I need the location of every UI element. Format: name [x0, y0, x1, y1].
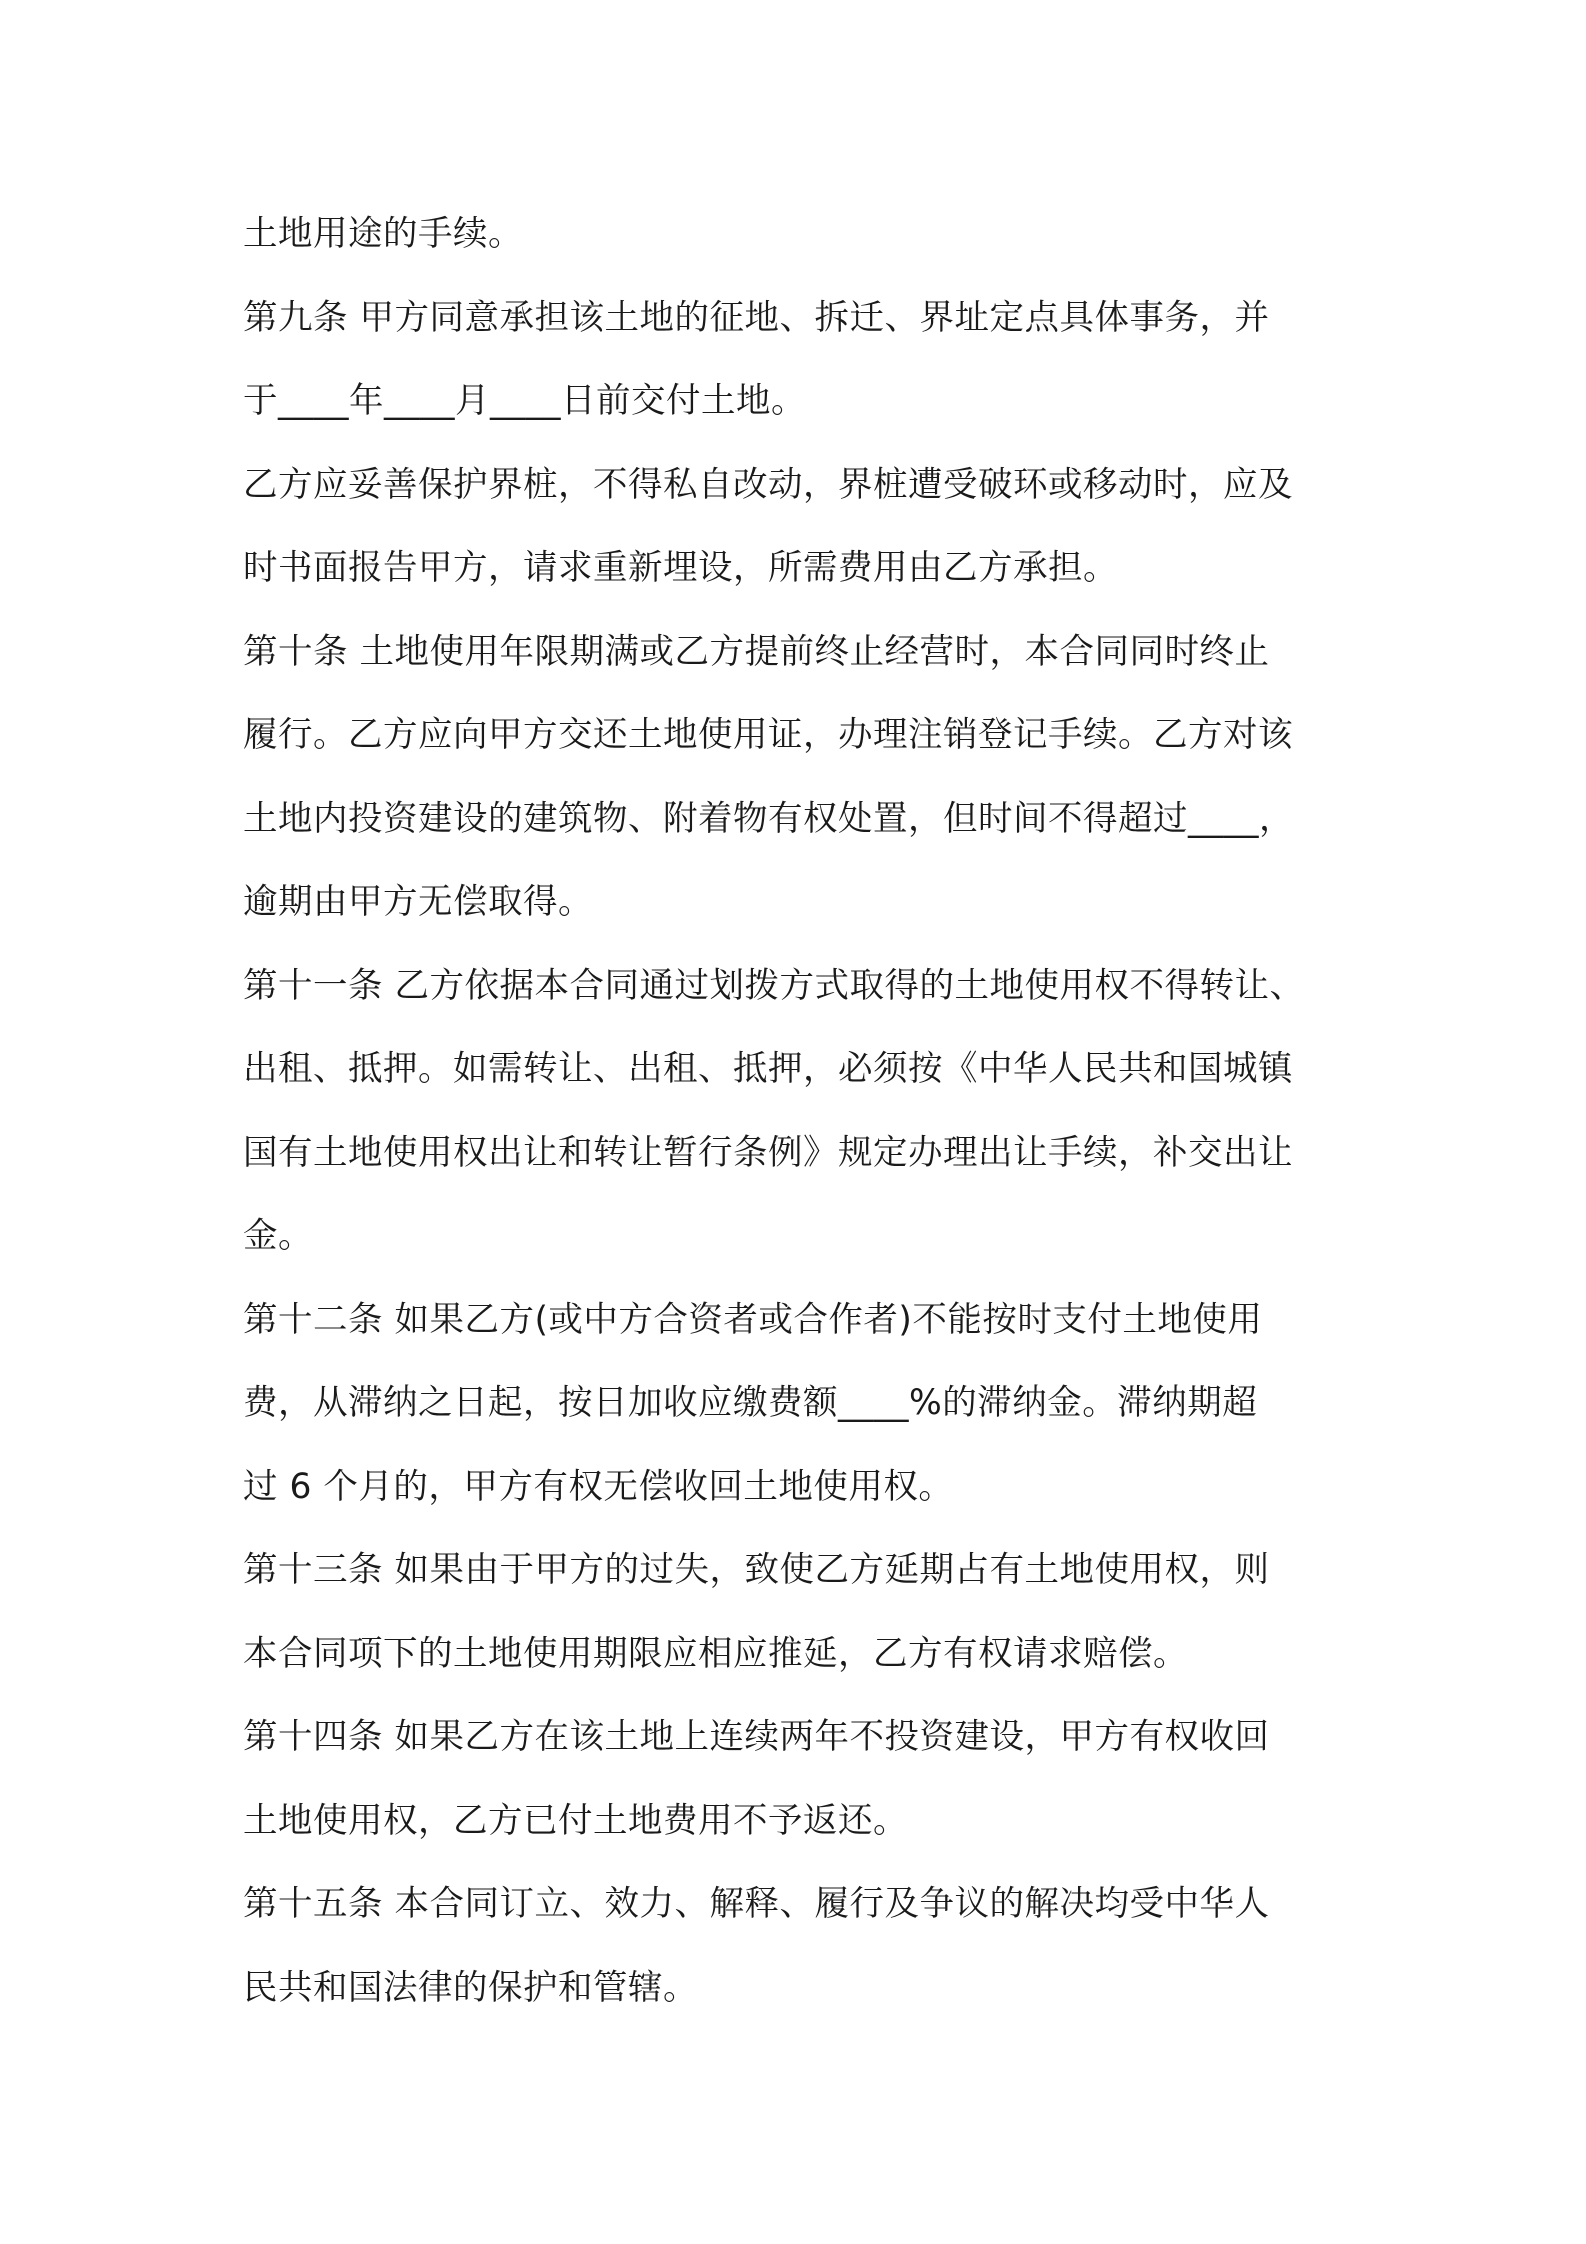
text-line: 第九条 甲方同意承担该土地的征地、拆迁、界址定点具体事务，并: [243, 297, 1270, 338]
text-line: 时书面报告甲方，请求重新埋设，所需费用由乙方承担。: [243, 548, 1118, 588]
text-line: 民共和国法律的保护和管辖。: [243, 1967, 698, 2008]
text-line: 土地使用权，乙方已付土地费用不予返还。: [243, 1800, 908, 1841]
text-line: 逾期由甲方无偿取得。: [243, 882, 593, 922]
text-line: 第十三条 如果由于甲方的过失，致使乙方延期占有土地使用权，则: [243, 1550, 1270, 1590]
text-line: 过 6 个月的，甲方有权无偿收回土地使用权。: [243, 1466, 954, 1507]
text-line: 金。: [243, 1216, 313, 1256]
text-line: 第十条 土地使用年限期满或乙方提前终止经营时，本合同同时终止: [243, 631, 1270, 672]
text-line: 土地内投资建设的建筑物、附着物有权处置，但时间不得超过____，: [243, 798, 1294, 839]
text-line: 本合同项下的土地使用期限应相应推延，乙方有权请求赔偿。: [243, 1633, 1188, 1674]
text-line: 第十二条 如果乙方(或中方合资者或合作者)不能按时支付土地使用: [243, 1299, 1263, 1340]
text-line: 土地用途的手续。: [243, 214, 523, 254]
text-line: 第十四条 如果乙方在该土地上连续两年不投资建设，甲方有权收回: [243, 1717, 1270, 1757]
text-line: 费，从滞纳之日起，按日加收应缴费额____%的滞纳金。滞纳期超: [243, 1383, 1258, 1423]
text-line: 第十五条 本合同订立、效力、解释、履行及争议的解决均受中华人: [243, 1884, 1270, 1924]
text-line: 于____年____月____日前交付土地。: [243, 381, 806, 421]
text-line: 履行。乙方应向甲方交还土地使用证，办理注销登记手续。乙方对该: [243, 715, 1293, 755]
text-line: 第十一条 乙方依据本合同通过划拨方式取得的土地使用权不得转让、: [243, 965, 1305, 1006]
text-line: 乙方应妥善保护界桩，不得私自改动，界桩遭受破环或移动时，应及: [243, 464, 1293, 505]
document-body: [243, 193, 1363, 2030]
text-line: 国有土地使用权出让和转让暂行条例》规定办理出让手续，补交出让: [243, 1132, 1293, 1173]
text-line: 出租、抵押。如需转让、出租、抵押，必须按《中华人民共和国城镇: [243, 1049, 1293, 1089]
